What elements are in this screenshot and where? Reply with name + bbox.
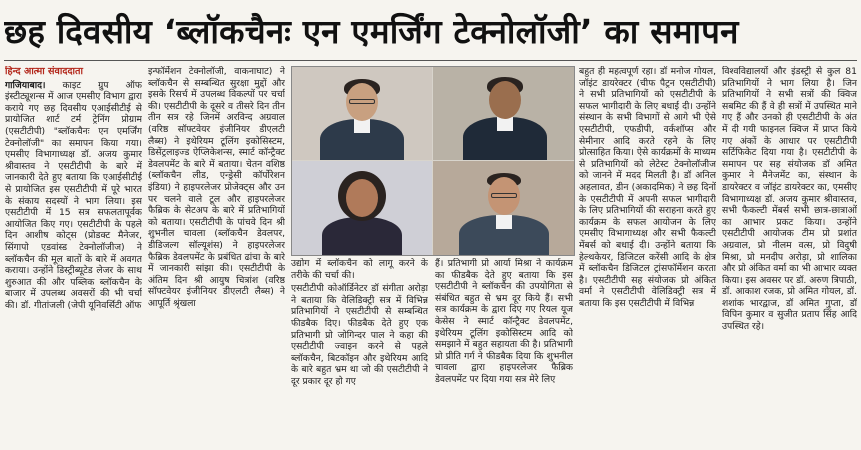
column-5-text: बहुत ही महत्वपूर्ण रहा। डॉ मनोज गोयल, जॉइंट डायरेक्टर (चीफ पैट्रन एसटीटीपी) ने सभी प्रतिभागियों को एसटीटीपी के सफल भागीदारी के लिए बधाई दी। उन्होंने संस्थान के सभी विभागों से आगे भी ऐसे एसटीटीपी, एफडीपी, वर्कशॉप्स और सेमीनार आदि करते रहने के लिए प्रोत्साहित किया। ऐसे कार्यक्रमों के माध्यम से प्रतिभागियों को लेटेस्ट टेक्नोलॉजीज को जानने में मदद मिलती है। डॉ अनिल अहलावत, डीन (अकादमिक) ने छह दिनों के एसटीटीपी में अपनी सफल भागीदारी के लिए प्रतिभागियों की सराहना करते हुए कार्यक्रम के सफल आयोजन के लिए एमसीए विभागाध्यक्ष और सभी फैकल्टी मेंबर्स को बधाई दी। उन्होंने बताया कि हेल्थकेयर, डिजिटल करेंसी आदि के क्षेत्र में ब्लॉकचैन डिजिटल ट्रांसफॉर्मेशन करता है। एसटीटीपी सह संयोजक प्रो अंकित वर्मा ने एसटीटीपी वेलिडिक्ट्री सत्र में बताया कि इस एसटीटीपी में विभिन्न (579, 66, 716, 309)
shirt-collar (354, 119, 370, 133)
column-3-text-b: एसटीटीपी कोऑर्डिनेटर डॉ संगीता अरोड़ा ने बताया कि वेलिडिक्ट्री सत्र में विभिन्न प्रतिभागियों ने एसटीटीपी से सम्बन्धित फीडबैक दिए। फीडबैक देते हुए एक प्रतिभागी प्रो जोगिन्दर पाल ने कहा की एसटीटीपी ज्वाइन करने से पहले ब्लॉकचैन, बिटकॉइन और इथेरियम आदि के बारे बहुत भ्रम था जो की एसटीटीपी ने दूर प्रकार दूर हो गए (291, 283, 428, 387)
headline-rule (4, 60, 857, 61)
photo-tile-1 (292, 67, 432, 160)
byline: हिन्द आत्मा संवाददाता (5, 66, 83, 77)
shirt-collar (496, 215, 512, 229)
eyeglasses (349, 99, 375, 104)
person-head (346, 179, 378, 217)
dateline: गाजियाबाद। (5, 79, 46, 91)
photo-tile-4 (433, 161, 574, 255)
column-1-text (5, 80, 142, 312)
article-column-4 (435, 258, 573, 444)
photo-tile-2 (433, 67, 574, 160)
article-column-5 (579, 66, 716, 444)
article-column-2 (148, 66, 285, 444)
column-1-body: काइट ग्रुप ऑफ इंस्टीट्यूशन्स में आज एमसीए विभाग द्वारा कराये गए छह दिवसीय एआईसीटीई से प्रायोजित शार्ट टर्म ट्रेनिंग प्रोग्राम (एसटीटीपी) "ब्लॉकचैनः एन एमर्जिंग टेक्नोलॉजी" का समापन किया गया। एमसीए विभागाध्यक्ष डॉ. अजय कुमार श्रीवास्तव ने एसटीटीपी के बारे में जानकारी देते हुए बताया कि एआईसीटीई से प्रायोजित इस एसटीटीपी में पूरे भारत के संकाय सदस्यों ने भाग लिया। इस एसटीटीपी में 15 सत्र सफलतापूर्वक आयोजित किए गए। एसटीटीपी के पहले दिन आशीष कोट्स (प्रोडक्ट मैनेजर, सिंगापो एडवांस्ड टेक्नोलॉजीज) ने ब्लॉकचैन की मूल बातों के बारे में अवगत कराया। उन्होंने डिस्ट्रीब्यूटेड लेजर के साथ शुरुआत की और पब्लिक ब्लॉकचैन के बाजार में उपलब्ध अवसरों की भी चर्चा की। डॉ. गीतांजली (जेपी यूनिवर्सिटी ऑफ (5, 79, 142, 311)
column-4-text: हैं। प्रतिभागी प्रो आर्या मिश्रा ने कार्यक्रम का फीडबैक देते हुए बताया कि इस एसटीटीपी ने ब्लॉकचैन की उपयोगिता से संबंधित बहुत से भ्रम दूर किये हैं। सभी सत्र कार्यक्रम के द्वारा दिए गए रियल यूज केसेस ने स्मार्ट कॉन्ट्रैक्ट डेवलपमेंट, इथेरियम टूलिंग इकोसिस्टम आदि को समझाने में बहुत सहायता की है। प्रतिभागी प्रो प्रीति गर्ग ने फीडबैक दिया कि शुभनील चावला द्वारा हाइपरलेजर फैब्रिक डेवलपमेंट पर दिया गया सत्र मेरे लिए (435, 258, 573, 385)
column-2-text: इन्फॉर्मेशन टेक्नोलॉजी, वाकनाघाट) ने ब्लॉकचैन से सम्बन्धित सुरक्षा मुद्दों और इसके रिसर्च में उपलब्ध विकल्पों पर चर्चा की। एसटीटीपी के दूसरे व तीसरे दिन तीन तीन सत्र रहे जिनमें अरविन्द अग्रवाल (वरिष्ठ सॉफ्टवेयर इंजीनियर डीएलटी लैब्स) ने इथेरियम टूलिंग इकोसिस्टम, डिसेंट्रलाइज्ड ऐप्लिकेशन्स, स्मार्ट कॉन्ट्रैक्ट डेवलपमेंट के बारे में बताया। चेतन वशिष्ठ (ब्लॉकचैन लीड, एन्ड्रेसी कॉर्पोरेशन इंडिया) ने हाइपरलेजर प्रोजेक्ट्स और उन पर चलने वाले टूल और हाइपरलेजर फैब्रिक के सेटअप के बारे में प्रतिभागियों को बताया। एसटीटीपी के पांचवे दिन श्री शुभनील चावला (ब्लॉकचैन डेवलपर, डीडिजल्ग सॉल्यूशंस) ने हाइपरलेजर फैब्रिक डेवलपमेंट के प्रबंधित ढांचा के बारे में जानकारी सांझा की। एसटीटीपी के अंतिम दिन श्री आयुष चित्रांश (वरिष्ठ सॉफ्टवेयर इंजीनियर डीएलटी लैब्स) ने आपूर्ति श्रृंखला (148, 66, 285, 309)
headline: छह दिवसीय ‘ब्लॉकचैनः एन एमर्जिंग टेक्नोलॉजी’ का समापन (4, 12, 739, 51)
person-head (489, 81, 521, 119)
person-body (322, 217, 402, 255)
eyeglasses (491, 193, 517, 198)
shirt-collar (497, 117, 513, 131)
article-column-1 (5, 66, 142, 444)
column-6-text: विश्वविद्यालयों और इंडस्ट्री से कुल 81 प्रतिभागियों ने भाग लिया है। जिन प्रतिभागियों ने सभी सत्रों की क्विज सबमिट की हैं वे ही सत्रों में उपस्थित माने गए हैं और उनको ही एसटीटीपी के अंत में दी गयी फाइनल क्विज में प्राप्त किये गए अंकों के आधार पर एसटीटीपी सर्टिफिकेट दिया गया है। एसटीटीपी के समापन पर सह संयोजक डॉ अमित कुमार ने मैनेजमेंट का, संस्थान के डायरेक्टर व जॉइंट डायरेक्टर का, एमसीए विभागाध्यक्ष डॉ. अजय कुमार श्रीवास्तव, सभी फैकल्टी मेंबर्स सभी छात्र-छात्राओं का आभार प्रकट किया। उन्होंने एसटीटीपी आयोजक टीम प्रो प्रशांत अग्रवाल, प्रो नीलम वत्स, प्रो विदुषी मिश्रा, प्रो मनदीप अरोड़ा, प्रो शालिका और प्रो अंकित वर्मा का भी आभार व्यक्त किया। इस अवसर पर डॉ. अरुण त्रिपाठी, डॉ. आकाश रजक, प्रो अमित गोयल, डॉ. शशांक भारद्वाज, डॉ अमित गुप्ता, डॉ विपिन कुमार व सुजीत प्रताप सिंह आदि उपस्थित रहे। (722, 66, 857, 333)
article-column-3 (291, 258, 428, 444)
photo-tile-3 (292, 161, 432, 255)
article-column-6 (722, 66, 857, 444)
webinar-screenshot-photo (291, 66, 575, 256)
column-3-text-a: उद्योग में ब्लॉकचैन को लागू करने के तरीके की चर्चा की। (291, 258, 428, 281)
